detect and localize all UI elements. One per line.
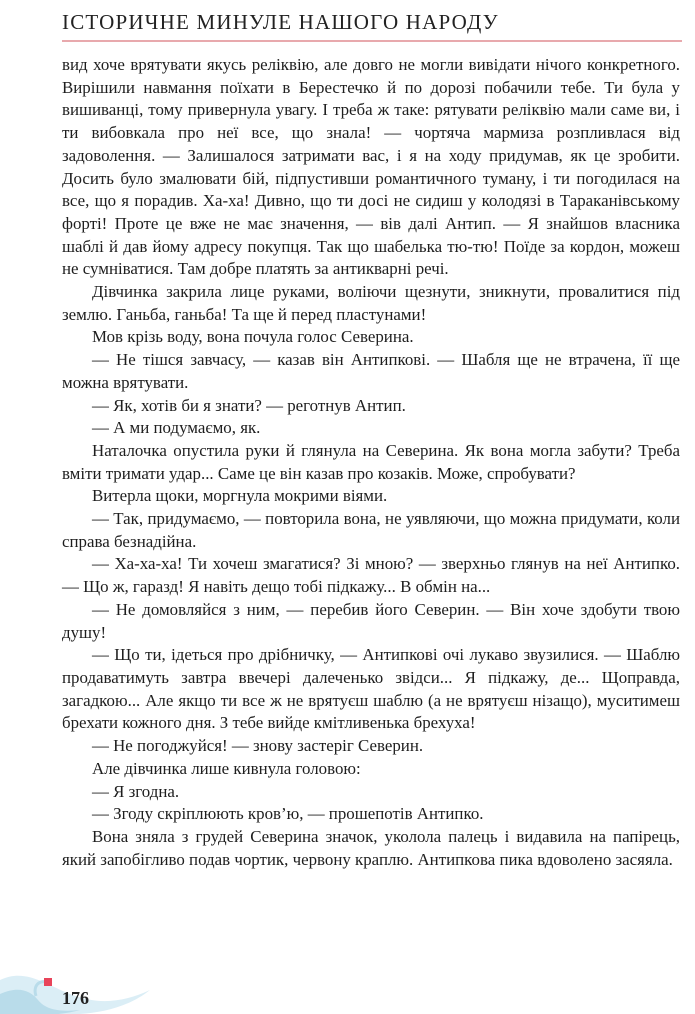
paragraph: — Згоду скріплюють кров’ю, — прошепотів Антипко.: [92, 804, 484, 824]
paragraph: — Так, придумаємо, — повторила вона, не уявляючи, що можна придумати, коли справа безнадійна.: [62, 509, 680, 551]
paragraph: Витерла щоки, моргнула мокрими віями.: [92, 486, 388, 506]
paragraph: Мов крізь воду, вона почула голос Северина.: [92, 327, 414, 347]
paragraph: Вона зняла з грудей Северина значок, уколола палець і видавила на папірець, який запобігливо подав чортик, червону краплю. Антипкова пика вдоволено засяяла.: [62, 826, 680, 869]
running-header: [62, 6, 682, 40]
page-number: 176: [62, 988, 89, 1008]
main-text: [62, 54, 680, 871]
paragraph: — Ха-ха-ха! Ти хочеш змагатися? Зі мною? — зверхньо глянув на неї Антипко. — Що ж, гаразд! Я навіть дещо тобі підкажу... В обмін на...: [62, 554, 680, 597]
paragraph: — Не тішся завчасу, — казав він Антипкові. — Шабля ще не втрачена, її ще можна врятувати.: [62, 350, 680, 392]
paragraph: — Не погоджуйся! — знову застеріг Северин.: [92, 736, 424, 756]
running-header-title: ІСТОРИЧНЕ МИНУЛЕ НАШОГО НАРОДУ: [62, 10, 499, 34]
paragraph: Але дівчинка лише кивнула головою:: [92, 758, 361, 778]
paragraph: — Як, хотів би я знати? — реготнув Антип.: [92, 395, 406, 415]
paragraph: Дівчинка закрила лице руками, воліючи щезнути, зникнути, провалитися під землю. Ганьба, ганьба! Та ще й перед пластунами!: [62, 282, 680, 324]
paragraph: Наталочка опустила руки й глянула на Северина. Як вона могла забути? Треба вміти тримати удар... Саме це він казав про козаків. Може, спробувати?: [62, 440, 680, 483]
paragraph: — А ми подумаємо, як.: [92, 418, 261, 438]
header-divider: [62, 40, 682, 42]
paragraph: — Не домовляйся з ним, — перебив його Северин. — Він хоче здобути твою душу!: [62, 599, 680, 642]
paragraph: вид хоче врятувати якусь реліквію, але довго не могли вивідати нічого конкретного. Вирішили навмання поїхати в Берестечко й по дорозі побачили тебе. Ти була у вишиванці, тому привернула увагу. І треба ж таке: рятувати реліквію мали саме ви, і ти вибовкала про неї все, що знала! — чортяча мармиза розпливлася від задоволення. — Залишалося затримати вас, і я на ходу придумав, як це зробити. Досить було змалювати бій, підпустивши романтичного туману, і ти погодилася на все, що я порадив. Ха-ха! Дивно, що ти досі не сидиш у колодязі в Тараканівському форті! Проте це вже не має значення, — вів далі Антип. — Я знайшов власника шаблі й дав йому адресу покупця. Так що шабелька тю-тю! Поїде за кордон, можеш не сумніватися. Там добре платять за антикварні речі.: [62, 55, 680, 279]
page-footer: [0, 960, 160, 1014]
paragraph: — Я згодна.: [92, 781, 180, 801]
paragraph: — Що ти, ідеться про дрібничку, — Антипкові очі лукаво звузилися. — Шаблю продаватимуть завтра ввечері далеченько звідси... Я підкажу, де... Щоправда, загадкою... Але якщо ти все ж не врятуєш шаблю (а не врятуєш нізащо), муситимеш брехати кожного дня. З тебе вийде кмітливенька брехуха!: [62, 645, 680, 733]
page-marker-icon: [44, 978, 52, 986]
